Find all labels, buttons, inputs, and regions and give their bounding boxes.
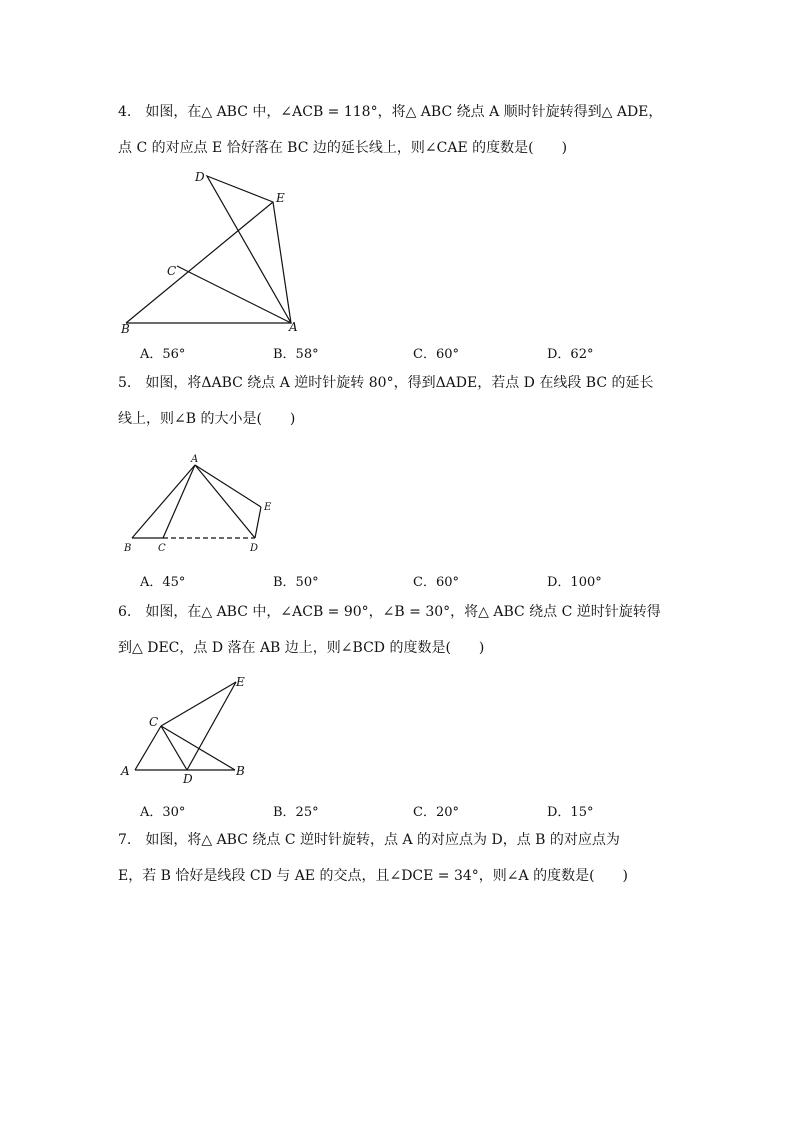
q6-text-line-1: 6. 如图，在△ ABC 中，∠ACB = 90°，∠B = 30°，将△ ABC 绕点 C 逆时针旋转得 xyxy=(118,604,661,620)
q4-label-c: C xyxy=(167,264,177,278)
q4-option-b[interactable]: B．58° xyxy=(273,347,319,362)
q6-option-b[interactable]: B．25° xyxy=(273,805,319,820)
q7-text-line-1: 7. 如图，将△ ABC 绕点 C 逆时针旋转，点 A 的对应点为 D，点 B 的对应点为 xyxy=(118,832,620,848)
q5-option-a[interactable]: A．45° xyxy=(140,575,186,590)
q5-label-d: D xyxy=(250,543,259,554)
q6-option-a[interactable]: A．30° xyxy=(140,805,186,820)
q4-line-be xyxy=(126,202,273,323)
q6-line-ed xyxy=(187,682,236,770)
q5-line-ad xyxy=(195,465,255,538)
q4-option-d[interactable]: D．62° xyxy=(547,347,594,362)
q6-label-b: B xyxy=(236,764,245,778)
q4-label-d: D xyxy=(195,170,205,184)
q6-label-c: C xyxy=(149,715,159,729)
q4-text-line-1: 4. 如图，在△ ABC 中，∠ACB = 118°，将△ ABC 绕点 A 顺时针旋转得到△ ADE， xyxy=(118,104,663,120)
q4-label-b: B xyxy=(121,322,130,336)
q5-line-ae xyxy=(195,465,261,507)
q4-figure-lines xyxy=(126,176,291,323)
q4-label-a: A xyxy=(289,320,298,334)
q5-line-ba xyxy=(132,465,195,538)
q5-line-ac xyxy=(163,465,195,538)
q4-option-c[interactable]: C．60° xyxy=(413,347,459,362)
q5-text-line-1: 5. 如图，将ΔABC 绕点 A 逆时针旋转 80°，得到ΔADE，若点 D 在线段 BC 的延长 xyxy=(118,375,654,391)
q5-label-a: A xyxy=(191,454,199,465)
q6-label-a: A xyxy=(121,764,130,778)
q6-line-ac xyxy=(135,726,161,770)
q5-figure xyxy=(118,445,288,560)
q6-line-cd xyxy=(161,726,187,770)
q6-option-c[interactable]: C．20° xyxy=(413,805,459,820)
q6-label-e: E xyxy=(236,675,245,689)
q6-label-d: D xyxy=(183,772,193,786)
q4-text-line-2: 点 C 的对应点 E 恰好落在 BC 边的延长线上，则∠CAE 的度数是( ) xyxy=(118,140,568,156)
q6-figure xyxy=(115,670,265,790)
q6-text-line-2: 到△ DEC，点 D 落在 AB 边上，则∠BCD 的度数是( ) xyxy=(118,640,485,656)
q5-text-line-2: 线上，则∠B 的大小是( ) xyxy=(118,411,296,427)
q6-option-d[interactable]: D．15° xyxy=(547,805,594,820)
q7-text-line-2: E，若 B 恰好是线段 CD 与 AE 的交点，且∠DCE = 34°，则∠A 的度数是( ) xyxy=(118,868,629,884)
q4-figure xyxy=(115,165,315,340)
q5-option-c[interactable]: C．60° xyxy=(413,575,459,590)
q4-option-a[interactable]: A．56° xyxy=(140,347,186,362)
q6-line-cb xyxy=(161,726,235,770)
q5-option-d[interactable]: D．100° xyxy=(547,575,602,590)
q4-label-e: E xyxy=(276,191,285,205)
q5-label-e: E xyxy=(264,502,272,513)
q5-option-b[interactable]: B．50° xyxy=(273,575,319,590)
q5-line-ed xyxy=(255,507,261,538)
q5-label-b: B xyxy=(124,543,132,554)
q4-line-ca xyxy=(177,266,291,323)
q5-label-c: C xyxy=(158,543,166,554)
q6-line-ce xyxy=(161,682,236,726)
